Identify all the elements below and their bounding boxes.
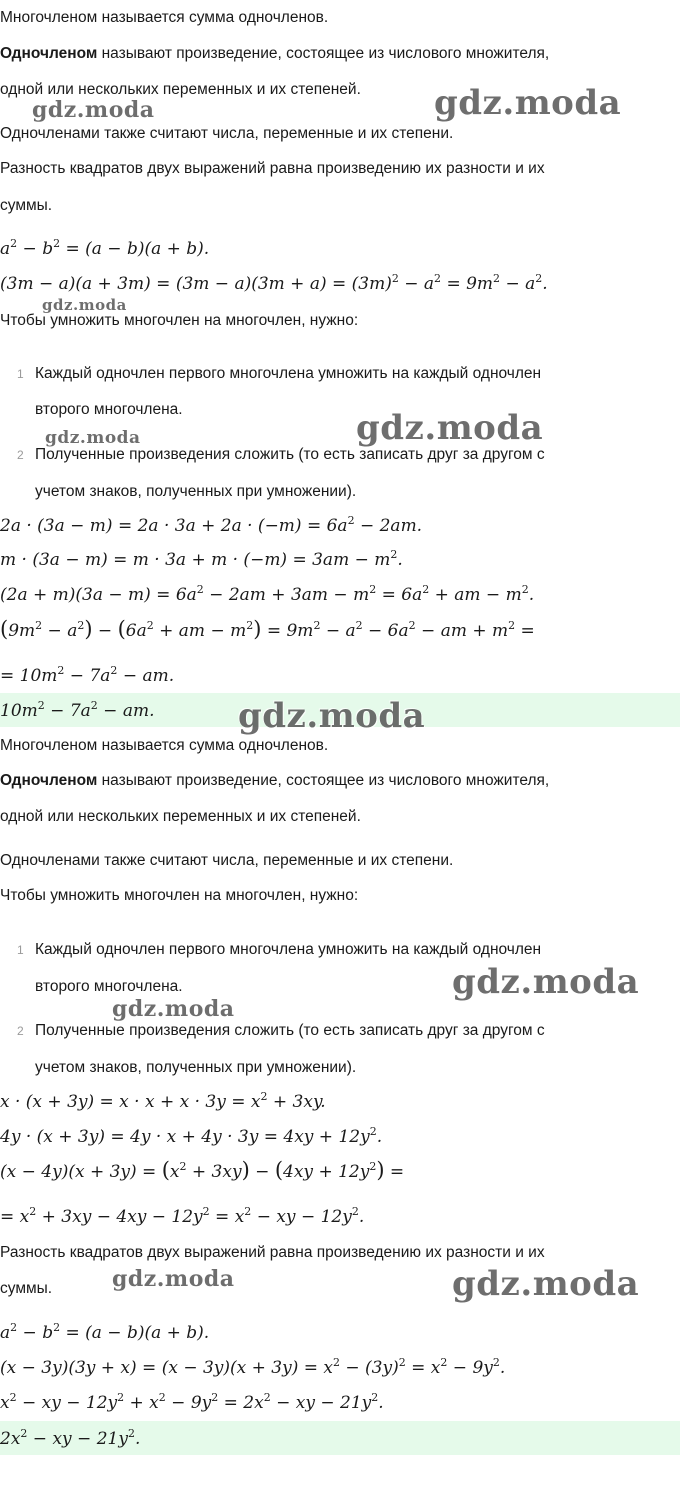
equation-6: $x \cdot (x + 3y) = x \cdot x + x \cdot 3y = x^2 + 3xy$. [0, 1090, 326, 1112]
rule-intro: Чтобы умножить многочлен на многочлен, нужно: [0, 312, 359, 329]
equation-8: $(x - 4y)(x + 3y) = (x^2 + 3xy) - (4xy + 12y^2)$ = [0, 1158, 405, 1182]
definition-monomial-extra: Одночленами также считают числа, переменные и их степени. [0, 852, 454, 869]
watermark: gdz.moda [112, 996, 235, 1022]
definition-monomial-line2: одной или нескольких переменных и их степеней. [0, 81, 361, 98]
equation-10: $x^2$ − xy − $12y^2 + x^2 - 9y^2 = 2x^2$ − xy − $21y^2$. [0, 1391, 384, 1413]
answer-2: $2x^2$ − xy − $21y^2$. [0, 1427, 141, 1449]
watermark: gdz.moda [452, 1264, 640, 1304]
term-monomial: Одночленом [0, 45, 98, 62]
equation-7: $4y \cdot (x + 3y) = 4y \cdot x + 4y \cdot 3y = 4xy + 12y^2$. [0, 1125, 383, 1147]
definition-monomial-text: называют произведение, состоящее из числового множителя, [97, 45, 550, 62]
definition-monomial [0, 771, 549, 791]
watermark: gdz.moda [112, 1266, 235, 1292]
watermark: gdz.moda [238, 696, 426, 736]
step-1-text-line2: второго многочлена. [35, 401, 183, 418]
step-2-text-line2: учетом знаков, полученных при умножении). [35, 483, 357, 500]
step-2-text: Полученные произведения сложить (то есть записать друг за другом с [35, 446, 545, 463]
answer-1: $10m^2 - 7a^2$ − am. [0, 699, 155, 721]
difference-of-squares-rule-line2: суммы. [0, 1280, 53, 1297]
definition-monomial [0, 44, 549, 64]
watermark: gdz.moda [32, 97, 155, 123]
step-number: 1 [17, 367, 24, 381]
step-1-text-line2: второго многочлена. [35, 978, 183, 995]
step-number: 2 [17, 1024, 24, 1038]
definition-monomial-extra: Одночленами также считают числа, переменные и их степени. [0, 125, 454, 142]
watermark: gdz.moda [434, 83, 622, 123]
equation-4: $(2a + m)(3a - m) = 6a^2 - 2am + 3am - m^2 = 6a^2$ + am − $m^2$. [0, 583, 535, 605]
equation-8-continued: = $x^2 + 3xy - 4xy - 12y^2 = x^2$ − xy − $12y^2$. [0, 1205, 365, 1227]
formula-difference-of-squares: $a^2 - b^2 = (a - b)(a + b)$. [0, 1321, 210, 1343]
definition-monomial-line2: одной или нескольких переменных и их степеней. [0, 808, 361, 825]
definition-polynomial: Многочленом называется сумма одночленов. [0, 9, 329, 26]
difference-of-squares-rule: Разность квадратов двух выражений равна произведению их разности и их [0, 1244, 545, 1261]
step-number: 1 [17, 943, 24, 957]
equation-1: $(3m - a)(a + 3m) = (3m - a)(3m + a) = (3m)^2 - a^2 = 9m^2 - a^2$. [0, 272, 548, 294]
equation-2: $2a \cdot (3a - m) = 2a \cdot 3a + 2a \cdot (-m) = 6a^2 - 2am$. [0, 514, 423, 536]
equation-5: $(9m^2 - a^2) - (6a^2$ + am − $m^2) = 9m^2 - a^2 - 6a^2$ − am + $m^2$ = [0, 617, 535, 641]
step-2-text-line2: учетом знаков, полученных при умножении). [35, 1059, 357, 1076]
watermark: gdz.moda [45, 428, 141, 448]
step-2-text: Полученные произведения сложить (то есть записать друг за другом с [35, 1022, 545, 1039]
definition-monomial-text: называют произведение, состоящее из числового множителя, [97, 772, 550, 789]
equation-3: $m \cdot (3a - m) = m \cdot 3a + m \cdot (-m) = 3am - m^2$. [0, 548, 403, 570]
step-1-text: Каждый одночлен первого многочлена умножить на каждый одночлен [35, 941, 542, 958]
equation-5-continued: = $10m^2 - 7a^2$ − am. [0, 664, 175, 686]
term-monomial: Одночленом [0, 772, 98, 789]
formula-difference-of-squares: $a^2 - b^2 = (a - b)(a + b)$. [0, 237, 210, 259]
difference-of-squares-rule-line2: суммы. [0, 197, 53, 214]
watermark: gdz.moda [452, 962, 640, 1002]
step-1-text: Каждый одночлен первого многочлена умножить на каждый одночлен [35, 365, 542, 382]
difference-of-squares-rule: Разность квадратов двух выражений равна произведению их разности и их [0, 160, 545, 177]
equation-9: $(x - 3y)(3y + x) = (x - 3y)(x + 3y) = x^2 - (3y)^2 = x^2 - 9y^2$. [0, 1356, 506, 1378]
watermark: gdz.moda [42, 296, 127, 314]
definition-polynomial: Многочленом называется сумма одночленов. [0, 737, 329, 754]
step-number: 2 [17, 448, 24, 462]
watermark: gdz.moda [356, 408, 544, 448]
rule-intro: Чтобы умножить многочлен на многочлен, нужно: [0, 887, 359, 904]
